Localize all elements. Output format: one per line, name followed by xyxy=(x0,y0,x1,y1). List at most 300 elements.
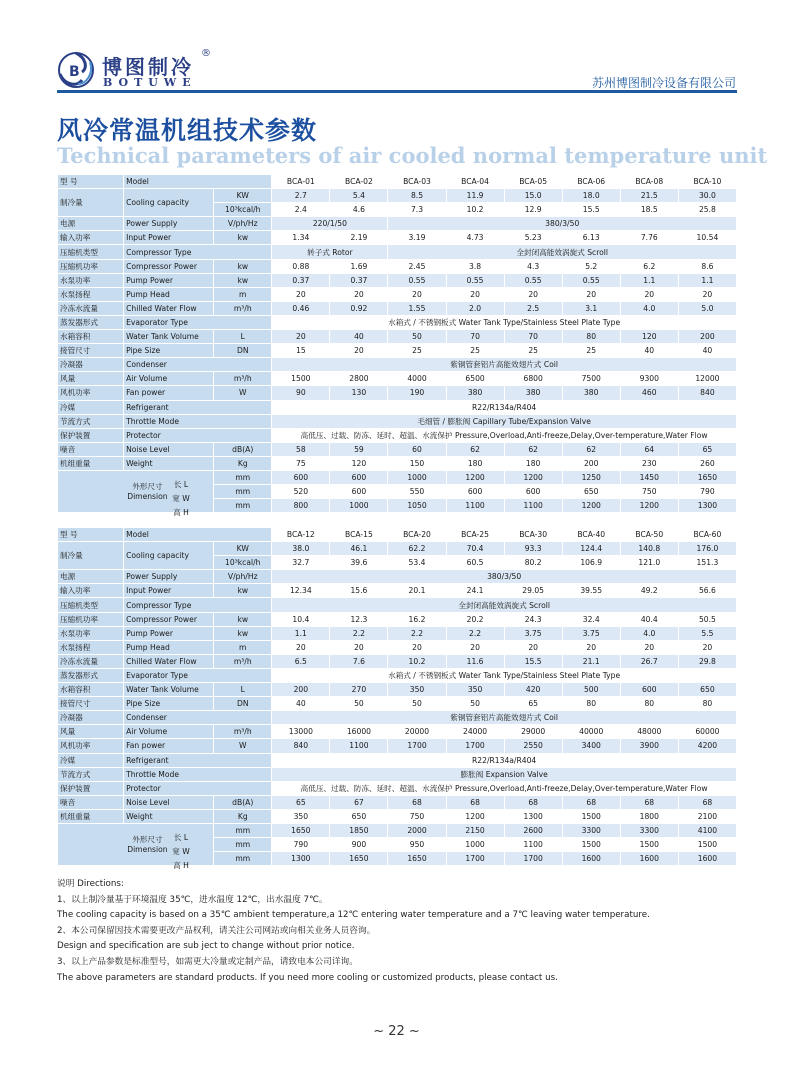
table-cell: 压缩机类型 xyxy=(58,245,124,259)
table-cell: 噪音 xyxy=(58,442,124,456)
table-cell: Pump Power xyxy=(124,626,214,640)
table-cell: 790 xyxy=(678,485,736,499)
table-cell: 0.55 xyxy=(388,273,446,287)
table-cell: 电源 xyxy=(58,217,124,231)
table-cell: 40.4 xyxy=(620,612,678,626)
note-3-cn: 3、以上产品参数是标准型号，如需更大冷量或定制产品，请致电本公司详询。 xyxy=(57,956,358,967)
table-cell: 2.19 xyxy=(330,231,388,245)
table-cell: 制冷量 xyxy=(58,189,124,217)
table-cell: 15.5 xyxy=(504,654,562,668)
row-pipe-size xyxy=(58,697,737,711)
table-cell: BCA-30 xyxy=(504,528,562,542)
table-cell: 0.55 xyxy=(562,273,620,287)
table-cell: BCA-02 xyxy=(330,175,388,189)
table-cell: 68 xyxy=(446,795,504,809)
table-cell: 1650 xyxy=(388,852,446,866)
table-cell: m xyxy=(214,640,272,654)
table-cell: 机组重量 xyxy=(58,809,124,823)
table-cell: 压缩机类型 xyxy=(58,598,124,612)
table-cell: 2150 xyxy=(446,823,504,837)
table-cell: mm xyxy=(214,852,272,866)
table-cell: 68 xyxy=(388,795,446,809)
table-cell: 64 xyxy=(620,442,678,456)
table-cell: W xyxy=(214,386,272,400)
table-cell: 12.3 xyxy=(330,612,388,626)
table-cell: 1200 xyxy=(620,499,678,513)
table-cell: 840 xyxy=(678,386,736,400)
note-3-en: The above parameters are standard products. If you need more cooling or customized products, please contact us. xyxy=(57,972,558,983)
table-cell: 65 xyxy=(504,697,562,711)
table-cell: 1050 xyxy=(388,499,446,513)
table-cell: 7.76 xyxy=(620,231,678,245)
table-cell: 75 xyxy=(272,456,330,470)
table-cell: 水箱容积 xyxy=(58,683,124,697)
row-refrigerant xyxy=(58,753,737,767)
table-cell: L xyxy=(214,683,272,697)
table-cell: 7.6 xyxy=(330,654,388,668)
table-cell: Throttle Mode xyxy=(124,767,272,781)
table-cell: 8.6 xyxy=(678,259,736,273)
table-cell: 600 xyxy=(620,683,678,697)
table-cell: 1.1 xyxy=(678,273,736,287)
row-weight xyxy=(58,809,737,823)
row-compressor-type xyxy=(58,245,737,259)
table-cell: 140.8 xyxy=(620,542,678,556)
table-cell: 70 xyxy=(504,330,562,344)
table-cell: m³/h xyxy=(214,372,272,386)
table-cell: 3.19 xyxy=(388,231,446,245)
table-cell: BCA-03 xyxy=(388,175,446,189)
table-cell: 风机功率 xyxy=(58,739,124,753)
table-cell: 水箱式 / 不锈钢板式 Water Tank Type/Stainless Steel Plate Type xyxy=(272,668,737,682)
page-subtitle: Technical parameters of air cooled normal temperature unit xyxy=(57,143,768,168)
row-protector xyxy=(58,781,737,795)
table-cell: 2.5 xyxy=(504,301,562,315)
table-cell: kw xyxy=(214,612,272,626)
table-cell: 10.2 xyxy=(388,654,446,668)
table-cell: Condenser xyxy=(124,711,272,725)
table-cell: mm xyxy=(214,470,272,484)
table-cell: 12000 xyxy=(678,372,736,386)
table-cell: 600 xyxy=(446,485,504,499)
table-cell: 58 xyxy=(272,442,330,456)
row-evaporator-type xyxy=(58,668,737,682)
row-pump-head xyxy=(58,640,737,654)
table-cell: 20.2 xyxy=(446,612,504,626)
table-cell: 124.4 xyxy=(562,542,620,556)
table-cell: Power Supply xyxy=(124,217,214,231)
table-cell: 1200 xyxy=(504,470,562,484)
table-cell: Weight xyxy=(124,809,214,823)
table-cell: 8.5 xyxy=(388,189,446,203)
table-cell: DN xyxy=(214,697,272,711)
table-cell: 750 xyxy=(388,809,446,823)
table-cell: Pipe Size xyxy=(124,344,214,358)
table-cell: 25.8 xyxy=(678,203,736,217)
table-cell: 1700 xyxy=(446,852,504,866)
table-cell: 4200 xyxy=(678,739,736,753)
table-cell: 11.6 xyxy=(446,654,504,668)
table-cell: 水箱容积 xyxy=(58,330,124,344)
row-compressor-power xyxy=(58,259,737,273)
table-cell: KW xyxy=(214,542,272,556)
table-cell: 460 xyxy=(620,386,678,400)
table-cell: 49.2 xyxy=(620,584,678,598)
row-input-power xyxy=(58,584,737,598)
table-cell: 1200 xyxy=(562,499,620,513)
table-cell: R22/R134a/R404 xyxy=(272,400,737,414)
page-header xyxy=(0,0,793,100)
row-chilled-water-flow xyxy=(58,301,737,315)
table-cell: Water Tank Volume xyxy=(124,330,214,344)
table-cell: 900 xyxy=(330,838,388,852)
table-cell: 67 xyxy=(330,795,388,809)
table-cell: 40 xyxy=(620,344,678,358)
table-cell: 紫铜管套铝片高能效翅片式 Coil xyxy=(272,358,737,372)
table-cell: Pipe Size xyxy=(124,697,214,711)
table-cell: 输入功率 xyxy=(58,584,124,598)
table-cell: 650 xyxy=(678,683,736,697)
table-cell: Refrigerant xyxy=(124,753,272,767)
row-air-volume xyxy=(58,725,737,739)
table-cell: 15.5 xyxy=(562,203,620,217)
table-cell: 80 xyxy=(562,697,620,711)
table-cell: 压缩机功率 xyxy=(58,612,124,626)
table-cell: Compressor Type xyxy=(124,598,272,612)
table-cell: 600 xyxy=(330,470,388,484)
table-cell: Pump Head xyxy=(124,640,214,654)
table-cell: 1500 xyxy=(678,838,736,852)
table-cell: 1200 xyxy=(446,809,504,823)
table-cell: 蒸发器形式 xyxy=(58,315,124,329)
dim-h-label: 高 H xyxy=(173,508,189,518)
row-throttle-mode xyxy=(58,414,737,428)
dim-h-label: 高 H xyxy=(173,861,189,871)
table-cell: 3300 xyxy=(562,823,620,837)
table-cell: 1200 xyxy=(446,470,504,484)
table-cell: 1500 xyxy=(272,372,330,386)
row-condenser xyxy=(58,711,737,725)
row-input-power xyxy=(58,231,737,245)
table-cell: Protector xyxy=(124,781,272,795)
table-cell: 1500 xyxy=(562,809,620,823)
table-cell: 18.0 xyxy=(562,189,620,203)
row-water-tank-volume xyxy=(58,683,737,697)
table-cell: 2.2 xyxy=(330,626,388,640)
row-protector xyxy=(58,428,737,442)
table-cell: 6500 xyxy=(446,372,504,386)
table-cell: 1100 xyxy=(504,499,562,513)
table-cell: 21.5 xyxy=(620,189,678,203)
table-cell: 保护装置 xyxy=(58,428,124,442)
table-cell: 1500 xyxy=(620,838,678,852)
table-cell: 39.55 xyxy=(562,584,620,598)
table-cell: 水泵扬程 xyxy=(58,640,124,654)
table-cell: 3400 xyxy=(562,739,620,753)
table-cell: 5.4 xyxy=(330,189,388,203)
table-cell: 压缩机功率 xyxy=(58,259,124,273)
table-cell: Input Power xyxy=(124,584,214,598)
table-cell: Chilled Water Flow xyxy=(124,301,214,315)
table-cell: 膨胀阀 Expansion Valve xyxy=(272,767,737,781)
table-cell: dB(A) xyxy=(214,795,272,809)
table-cell: 230 xyxy=(620,456,678,470)
table-cell: 24.3 xyxy=(504,612,562,626)
table-cell: 20 xyxy=(562,640,620,654)
table-cell: 20 xyxy=(272,330,330,344)
table-cell: Condenser xyxy=(124,358,272,372)
table-cell: 790 xyxy=(272,838,330,852)
table-cell: 25 xyxy=(446,344,504,358)
table-cell: 20 xyxy=(272,287,330,301)
table-cell: 176.0 xyxy=(678,542,736,556)
table-cell: 1800 xyxy=(620,809,678,823)
table-cell: 62.2 xyxy=(388,542,446,556)
table-cell: 1.69 xyxy=(330,259,388,273)
table-cell: 200 xyxy=(678,330,736,344)
table-cell: 1300 xyxy=(504,809,562,823)
table-cell: 50.5 xyxy=(678,612,736,626)
table-cell: 180 xyxy=(446,456,504,470)
table-cell: 30.0 xyxy=(678,189,736,203)
table-cell: Compressor Power xyxy=(124,612,214,626)
table-cell: 0.92 xyxy=(330,301,388,315)
table-cell: 24000 xyxy=(446,725,504,739)
table-cell: 水泵功率 xyxy=(58,626,124,640)
table-cell: 80 xyxy=(678,697,736,711)
row-weight xyxy=(58,456,737,470)
table-cell: 转子式 Rotor xyxy=(272,245,388,259)
table-cell: Noise Level xyxy=(124,442,214,456)
table-cell: 50 xyxy=(388,697,446,711)
row-cooling-kw xyxy=(58,542,737,556)
table-cell: Power Supply xyxy=(124,570,214,584)
table-cell: 20 xyxy=(388,640,446,654)
table-cell: 水箱式 / 不锈钢板式 Water Tank Type/Stainless Steel Plate Type xyxy=(272,315,737,329)
table-cell: 2.2 xyxy=(388,626,446,640)
table-cell: kw xyxy=(214,259,272,273)
dim-l-label: 长 L xyxy=(173,480,189,489)
table-cell: 50 xyxy=(446,697,504,711)
table-cell: 39.6 xyxy=(330,556,388,570)
notes-heading: 说明 Directions: xyxy=(57,879,124,889)
table-cell: 6.13 xyxy=(562,231,620,245)
spec-table-2 xyxy=(57,527,737,866)
table-cell: Cooling capacity xyxy=(124,189,214,217)
table-cell: 节流方式 xyxy=(58,767,124,781)
table-cell: mm xyxy=(214,499,272,513)
table-cell: 18.5 xyxy=(620,203,678,217)
dimension-label: Dimension xyxy=(127,491,168,501)
table-cell: 0.46 xyxy=(272,301,330,315)
table-cell: 600 xyxy=(504,485,562,499)
table-cell: 蒸发器形式 xyxy=(58,668,124,682)
table-cell: 380/3/50 xyxy=(272,570,737,584)
table-cell: 冷媒 xyxy=(58,753,124,767)
table-cell: L xyxy=(214,330,272,344)
table-cell: 电源 xyxy=(58,570,124,584)
row-model xyxy=(58,175,737,189)
table-cell: 20.1 xyxy=(388,584,446,598)
table-cell: 380 xyxy=(446,386,504,400)
table-cell: 4.3 xyxy=(504,259,562,273)
table-cell: 53.4 xyxy=(388,556,446,570)
table-cell: 0.37 xyxy=(330,273,388,287)
table-cell: 21.1 xyxy=(562,654,620,668)
row-throttle-mode xyxy=(58,767,737,781)
table-cell: 950 xyxy=(388,838,446,852)
table-cell: kw xyxy=(214,626,272,640)
table-cell: Water Tank Volume xyxy=(124,683,214,697)
table-cell: BCA-08 xyxy=(620,175,678,189)
table-cell: 40 xyxy=(272,697,330,711)
table-cell: 机组重量 xyxy=(58,456,124,470)
table-cell: KW xyxy=(214,189,272,203)
dimension-label: 外形尺寸 xyxy=(132,481,163,491)
table-cell: 29.05 xyxy=(504,584,562,598)
table-cell: 80 xyxy=(562,330,620,344)
table-cell: 水泵功率 xyxy=(58,273,124,287)
table-cell: Fan power xyxy=(124,739,214,753)
registered-mark: ® xyxy=(201,48,211,59)
table-cell: 20 xyxy=(620,287,678,301)
table-cell: Kg xyxy=(214,456,272,470)
table-cell: BCA-40 xyxy=(562,528,620,542)
table-cell: 1600 xyxy=(562,852,620,866)
table-cell: 2.0 xyxy=(446,301,504,315)
table-cell: 3300 xyxy=(620,823,678,837)
table-cell: Fan power xyxy=(124,386,214,400)
table-cell: BCA-01 xyxy=(272,175,330,189)
table-cell: 24.1 xyxy=(446,584,504,598)
table-cell: 350 xyxy=(272,809,330,823)
table-cell: BCA-12 xyxy=(272,528,330,542)
table-cell: 接管尺寸 xyxy=(58,344,124,358)
table-cell: 20 xyxy=(562,287,620,301)
table-cell: 38.0 xyxy=(272,542,330,556)
table-cell: 68 xyxy=(562,795,620,809)
table-cell: 1100 xyxy=(504,838,562,852)
table-cell: Weight xyxy=(124,456,214,470)
table-cell: 25 xyxy=(504,344,562,358)
table-cell: 1250 xyxy=(562,470,620,484)
table-cell: 32.7 xyxy=(272,556,330,570)
table-cell: 29.8 xyxy=(678,654,736,668)
table-cell: 16.2 xyxy=(388,612,446,626)
table-cell: 1600 xyxy=(620,852,678,866)
table-cell: 840 xyxy=(272,739,330,753)
table-cell: BCA-20 xyxy=(388,528,446,542)
row-pump-power xyxy=(58,273,737,287)
table-cell: BCA-60 xyxy=(678,528,736,542)
table-cell: 13000 xyxy=(272,725,330,739)
table-cell: 1000 xyxy=(388,470,446,484)
row-condenser xyxy=(58,358,737,372)
table-cell: 冷冻水流量 xyxy=(58,301,124,315)
table-cell: 200 xyxy=(562,456,620,470)
table-cell: 20 xyxy=(678,287,736,301)
table-cell: 20 xyxy=(678,640,736,654)
table-cell: 0.37 xyxy=(272,273,330,287)
table-cell: 12.9 xyxy=(504,203,562,217)
table-cell: DN xyxy=(214,344,272,358)
table-cell: 2100 xyxy=(678,809,736,823)
row-air-volume xyxy=(58,372,737,386)
directions-notes xyxy=(57,877,747,986)
table-cell: 800 xyxy=(272,499,330,513)
table-cell: 冷媒 xyxy=(58,400,124,414)
table-cell: Noise Level xyxy=(124,795,214,809)
table-cell: 120 xyxy=(620,330,678,344)
table-cell: 4.6 xyxy=(330,203,388,217)
table-cell: 59 xyxy=(330,442,388,456)
table-cell: 40000 xyxy=(562,725,620,739)
table-cell: 15.6 xyxy=(330,584,388,598)
table-cell: 3900 xyxy=(620,739,678,753)
table-cell: 20 xyxy=(330,287,388,301)
table-cell: 16000 xyxy=(330,725,388,739)
table-cell: BCA-10 xyxy=(678,175,736,189)
spec-table-1 xyxy=(57,174,737,513)
table-cell: 1.34 xyxy=(272,231,330,245)
table-cell: 46.1 xyxy=(330,542,388,556)
row-evaporator-type xyxy=(58,315,737,329)
table-cell: 380 xyxy=(504,386,562,400)
table-cell: 70.4 xyxy=(446,542,504,556)
table-cell: 全封闭高能效涡旋式 Scroll xyxy=(388,245,737,259)
table-cell: 62 xyxy=(504,442,562,456)
row-noise-level xyxy=(58,795,737,809)
table-cell: 650 xyxy=(330,809,388,823)
table-cell: 风量 xyxy=(58,725,124,739)
table-cell: 1100 xyxy=(330,739,388,753)
table-cell: 190 xyxy=(388,386,446,400)
table-cell: 200 xyxy=(272,683,330,697)
table-cell: BCA-04 xyxy=(446,175,504,189)
table-cell: 15.0 xyxy=(504,189,562,203)
table-cell: 6800 xyxy=(504,372,562,386)
table-cell: 650 xyxy=(562,485,620,499)
row-power-supply xyxy=(58,217,737,231)
dimension-label: 外形尺寸 xyxy=(132,834,163,844)
table-cell: 121.0 xyxy=(620,556,678,570)
table-cell: 380 xyxy=(562,386,620,400)
table-cell: 10³kcal/h xyxy=(214,556,272,570)
row-power-supply xyxy=(58,570,737,584)
dim-w-label: 宽 W xyxy=(172,494,190,504)
row-fan-power xyxy=(58,739,737,753)
table-cell: Input Power xyxy=(124,231,214,245)
table-cell: 9300 xyxy=(620,372,678,386)
table-cell: 6.2 xyxy=(620,259,678,273)
table-cell: 1700 xyxy=(446,739,504,753)
table-cell: 350 xyxy=(446,683,504,697)
table-cell: 1700 xyxy=(504,852,562,866)
table-cell: Chilled Water Flow xyxy=(124,654,214,668)
table-cell: 80.2 xyxy=(504,556,562,570)
page-title: 风冷常温机组技术参数 xyxy=(57,116,318,145)
table-cell: 350 xyxy=(388,683,446,697)
table-cell: 1300 xyxy=(678,499,736,513)
table-cell: 2800 xyxy=(330,372,388,386)
note-2-en: Design and specification are sub ject to change without prior notice. xyxy=(57,941,355,952)
table-cell: 20 xyxy=(272,640,330,654)
table-cell xyxy=(58,823,124,865)
table-cell: 68 xyxy=(678,795,736,809)
table-cell: 20 xyxy=(330,640,388,654)
table-cell: Protector xyxy=(124,428,272,442)
table-cell: 制冷量 xyxy=(58,542,124,570)
